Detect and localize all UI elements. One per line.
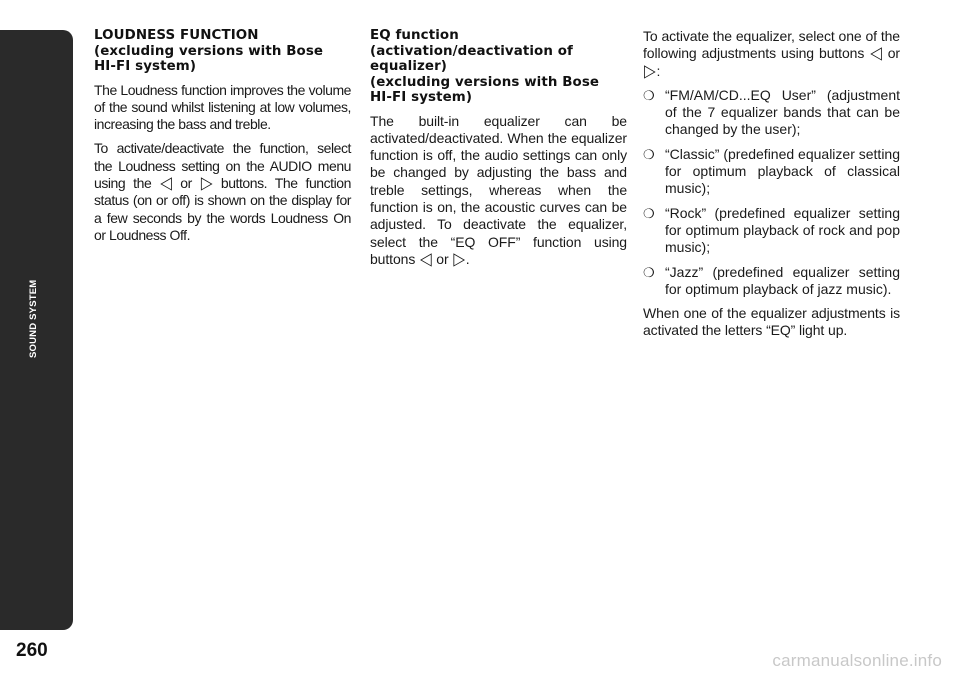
bullet-icon: ❍ — [643, 146, 655, 162]
page-number: 260 — [16, 640, 48, 661]
list-item: ❍ “FM/AM/CD...EQ User” (adjustment of the 7 equalizer bands that can be changed by the user); — [643, 86, 900, 138]
section-label: SOUND SYSTEM — [28, 279, 39, 358]
list-item: ❍ “Classic” (predefined equalizer setting for optimum playback of classical music); — [643, 145, 900, 197]
right-arrow-icon: ▷ — [200, 173, 212, 194]
list-item: ❍ “Rock” (predefined equalizer setting for optimum playback of rock and pop music); — [643, 204, 900, 256]
equalizer-intro: To activate the equalizer, select one of the following adjustments using buttons ◁ or ▷: — [643, 28, 900, 81]
left-arrow-icon: ◁ — [160, 173, 172, 194]
bullet-icon: ❍ — [643, 205, 655, 221]
loudness-description: The Loudness function improves the volume of the sound whilst listening at low volumes, increasing the bass and treble. — [94, 81, 351, 133]
watermark: carmanualsonline.info — [772, 651, 942, 670]
left-arrow-icon: ◁ — [870, 44, 882, 64]
right-arrow-icon: ▷ — [453, 249, 465, 270]
eq-heading: EQ function (activation/deactivation of equalizer) (excluding versions with Bose HI-FI system) — [370, 28, 600, 105]
left-arrow-icon: ◁ — [420, 249, 432, 270]
equalizer-options-list — [643, 87, 900, 298]
loudness-column — [94, 28, 351, 251]
loudness-heading: LOUDNESS FUNCTION (excluding versions with Bose HI-FI system) — [94, 28, 324, 74]
equalizer-closing: When one of the equalizer adjustments is activated the letters “EQ” light up. — [643, 305, 900, 339]
eq-column — [370, 28, 627, 275]
eq-description: The built-in equalizer can be activated/deactivated. When the equalizer function is off, the audio settings can only be changed by adjusting the bass and treble settings, whereas when the function is on, the acoustic curves can be adjusted. To deactivate the equalizer, select the “EQ OFF” function using buttons ◁ or ▷. — [370, 112, 627, 270]
equalizer-column — [643, 28, 900, 347]
loudness-instructions: To activate/deactivate the function, select the Loudness setting on the AUDIO menu using the ◁ or ▷ buttons. The function status (on or off) is shown on the display for a few seconds by the words Loudness On or Loudness Off. — [94, 140, 351, 243]
right-arrow-icon: ▷ — [644, 61, 656, 81]
bullet-icon: ❍ — [643, 264, 655, 280]
list-item: ❍ “Jazz” (predefined equalizer setting for optimum playback of jazz music). — [643, 263, 900, 297]
bullet-icon: ❍ — [643, 87, 655, 103]
